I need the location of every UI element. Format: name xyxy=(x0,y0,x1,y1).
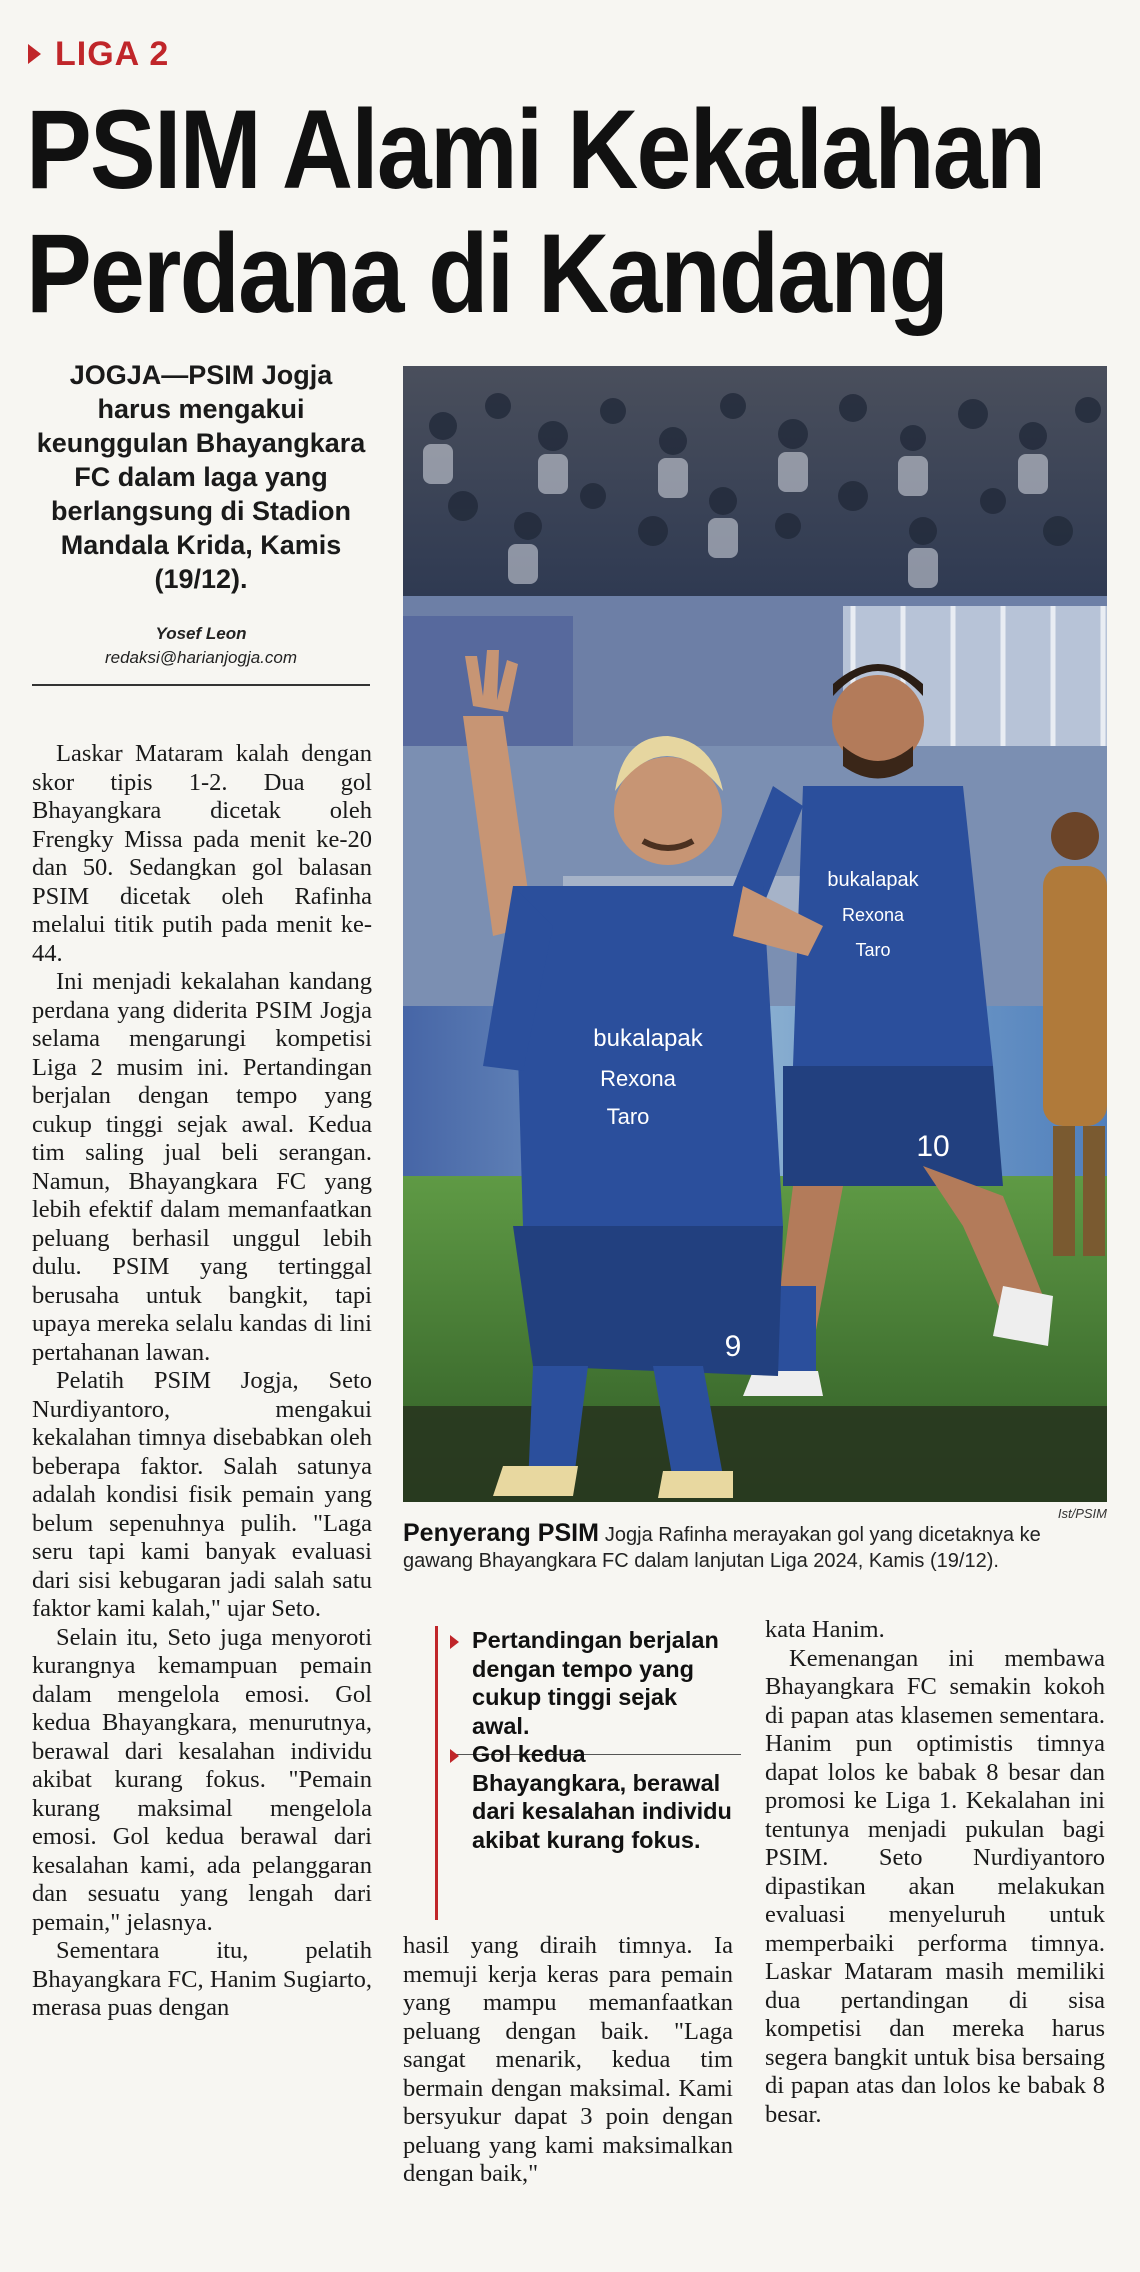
headline-line-1: PSIM Alami Kekalahan xyxy=(26,87,1045,212)
photo-credit: Ist/PSIM xyxy=(1057,1506,1107,1521)
article-lead: JOGJA—PSIM Jogja harus mengakui keunggulan Bhayangkara FC dalam laga yang berlangsung di Stadion Mandala Krida, Kamis (19/12). xyxy=(36,360,366,594)
body-paragraph: hasil yang diraih timnya. Ia memuji kerja keras para pemain yang mampu memanfaatkan peluang dengan baik. "Laga sangat menarik, kedua tim bermain dengan maksimal. Kami bersyukur dapat 3 poin dengan peluang yang kami maksimalkan dengan baik," xyxy=(403,1932,733,2187)
jersey-sponsor: Rexona xyxy=(841,905,905,925)
byline-email: redaksi@harianjogja.com xyxy=(104,648,298,667)
body-paragraph: kata Hanim. xyxy=(765,1616,885,1643)
body-paragraph: Pelatih PSIM Jogja, Seto Nurdiyantoro, mengakui kekalahan timnya disebabkan oleh beberapa faktor. Salah satunya adalah kondisi fisik pemain yang belum sepenuhnya pulih. "Laga seru tapi kami banyak evaluasi dari sisi kebugaran jadi salah satu faktor kami kalah," ujar Seto. xyxy=(32,1367,372,1622)
caption-text: Jogja Rafinha merayakan gol yang dicetaknya ke gawang Bhayangkara FC dalam lanjutan Liga 2024, Kamis (19/12). xyxy=(403,1524,1041,1572)
section-rubric xyxy=(28,32,169,76)
body-column-3 xyxy=(765,1616,1105,2129)
jersey-sponsor: bukalapak xyxy=(593,1025,703,1052)
pullquote-text: Pertandingan berjalan dengan tempo yang cukup tinggi sejak awal. xyxy=(472,1627,719,1739)
jersey-sponsor: Rexona xyxy=(600,1066,676,1091)
caption-lead: Penyerang PSIM xyxy=(403,1519,599,1547)
photo-caption xyxy=(403,1520,1107,1574)
body-paragraph: Ini menjadi kekalahan kandang perdana yang diderita PSIM Jogja selama mengarungi kompetisi Liga 2 musim ini. Pertandingan berjalan dengan tempo yang cukup tinggi sejak awal. Kedua tim saling jual beli serangan. Namun, Bhayangkara FC yang lebih efektif dalam memanfaatkan peluang berhasil unggul lebih dulu. PSIM yang tertinggal berusaha untuk bangkit, tapi upaya mereka selalu kandas di lini pertahanan lawan. xyxy=(32,968,372,1366)
body-column-2 xyxy=(403,1932,733,2189)
body-paragraph: Laskar Mataram kalah dengan skor tipis 1-2. Dua gol Bhayangkara dicetak oleh Frengky Missa pada menit ke-20 dan 50. Sedangkan gol balasan PSIM dicetak oleh Rafinha melalui titik putih pada menit ke-44. xyxy=(32,740,372,967)
jersey-sponsor: Taro xyxy=(855,940,891,960)
triangle-right-icon xyxy=(450,1635,459,1649)
headline xyxy=(26,87,1045,336)
pullquote-box xyxy=(435,1626,735,1920)
pullquote-text: Gol kedua Bhayangkara, berawal dari kesalahan individu akibat kurang fokus. xyxy=(472,1741,732,1853)
triangle-right-icon xyxy=(450,1749,459,1763)
jersey-sponsor: bukalapak xyxy=(827,869,919,891)
match-photo xyxy=(403,366,1107,1502)
body-column-1 xyxy=(32,740,372,2023)
body-paragraph: Kemenangan ini membawa Bhayangkara FC semakin kokoh di papan atas klasemen sementara. Hanim pun optimistis timnya dapat lolos ke babak 8 besar dan promosi ke Liga 1. Kekalahan ini tentunya menjadi pukulan bagi PSIM. Seto Nurdiyantoro dipastikan akan melakukan evaluasi menyeluruh untuk memperbaiki performa timnya. Laskar Mataram masih memiliki dua pertandingan di sisa kompetisi dan mereka harus segera bangkit untuk bisa bersaing di papan atas dan lolos ke babak 8 besar. xyxy=(765,1644,1105,2128)
body-paragraph: Selain itu, Seto juga menyoroti kurangnya kemampuan pemain dalam mengelola emosi. Gol kedua Bhayangkara, menurutnya, berawal dari kesalahan individu akibat kurang fokus. "Pemain kurang maksimal mengelola emosi. Gol kedua berawal dari kesalahan kami, ada pelanggaran dan sesuatu yang lengah dari pemain," jelasnya. xyxy=(32,1623,372,1936)
celebration-illustration xyxy=(403,366,1107,1502)
byline-author: Yosef Leon xyxy=(155,624,247,643)
body-paragraph: Sementara itu, pelatih Bhayangkara FC, Hanim Sugiarto, merasa puas dengan xyxy=(32,1937,372,2021)
shorts-number: 10 xyxy=(916,1130,950,1163)
byline-divider xyxy=(32,684,370,686)
jersey-sponsor: Taro xyxy=(606,1104,650,1129)
pullquote xyxy=(450,1626,735,1740)
headline-line-2: Perdana di Kandang xyxy=(26,211,948,336)
triangle-right-icon xyxy=(28,44,41,64)
byline xyxy=(32,622,370,670)
pullquote xyxy=(450,1740,735,1854)
section-label: LIGA 2 xyxy=(55,34,170,73)
shorts-number: 9 xyxy=(724,1330,742,1363)
